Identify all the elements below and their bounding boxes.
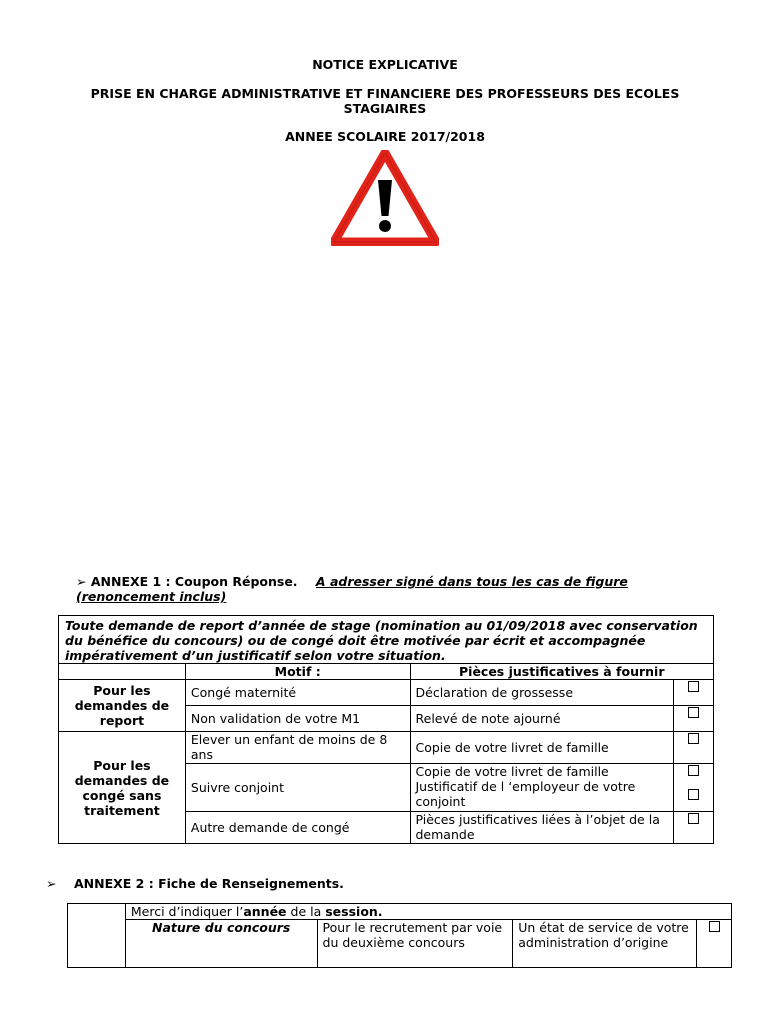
annexe2-table [67, 903, 732, 968]
doc-subtitle: PRISE EN CHARGE ADMINISTRATIVE ET FINANCIERE DES PROFESSEURS DES ECOLES STAGIAIRES [90, 86, 680, 116]
checkbox[interactable] [688, 765, 699, 776]
motif-cell: Elever un enfant de moins de 8 ans [185, 732, 410, 764]
bullet-arrow-icon: ➢ [76, 574, 87, 589]
checkbox-cell [674, 764, 714, 812]
checkbox[interactable] [709, 921, 720, 932]
doc-title: NOTICE EXPLICATIVE [312, 57, 458, 72]
checkbox[interactable] [688, 707, 699, 718]
annexe1-note: A adresser signé dans tous les cas de figure (renoncement inclus) [76, 574, 628, 604]
etat-service-cell: Un état de service de votre administration d’origine [513, 920, 697, 968]
piece-cell: Relevé de note ajourné [410, 706, 674, 732]
annexe1-table [58, 615, 714, 844]
school-year: ANNEE SCOLAIRE 2017/2018 [285, 129, 485, 144]
checkbox-cell [674, 812, 714, 844]
checkbox-cell [674, 680, 714, 706]
recrutement-cell: Pour le recrutement par voie du deuxième concours [317, 920, 513, 968]
checkbox-cell [674, 706, 714, 732]
checkbox[interactable] [688, 681, 699, 692]
piece-cell: Pièces justificatives liées à l’objet de la demande [410, 812, 674, 844]
piece-cell: Déclaration de grossesse [410, 680, 674, 706]
annexe2-intro: Merci d’indiquer l’année de la session. [125, 904, 731, 920]
motif-cell: Suivre conjoint [185, 764, 410, 812]
piece-cell: Copie de votre livret de famille Justificatif de l ‘employeur de votre conjoint [410, 764, 674, 812]
checkbox[interactable] [688, 813, 699, 824]
motif-cell: Congé maternité [185, 680, 410, 706]
bullet-arrow-icon: ➢ [46, 876, 57, 891]
group-report-label: Pour les demandes de report [59, 680, 186, 732]
checkbox[interactable] [688, 789, 699, 800]
annexe2-label: ANNEXE 2 : Fiche de Renseignements. [74, 876, 344, 891]
group-conge-label: Pour les demandes de congé sans traitement [59, 732, 186, 844]
motif-cell: Non validation de votre M1 [185, 706, 410, 732]
col-pieces-header: Pièces justificatives à fournir [410, 664, 714, 680]
motif-cell: Autre demande de congé [185, 812, 410, 844]
annexe1-heading [76, 574, 716, 604]
table-intro: Toute demande de report d’année de stage (nomination au 01/09/2018 avec conservation du bénéfice du concours) ou de congé doit être motivée par écrit et accompagnée impérativement d’un justificatif selon votre situation. [59, 616, 714, 664]
checkbox-cell [674, 732, 714, 764]
annexe2-heading [46, 876, 344, 891]
col-motif-header: Motif : [185, 664, 410, 680]
nature-concours-header: Nature du concours [125, 920, 317, 968]
piece-cell: Copie de votre livret de famille [410, 732, 674, 764]
annexe1-label: ANNEXE 1 : Coupon Réponse. [90, 574, 298, 589]
warning-sign-icon [331, 150, 439, 246]
checkbox-cell [697, 920, 732, 968]
checkbox[interactable] [688, 733, 699, 744]
